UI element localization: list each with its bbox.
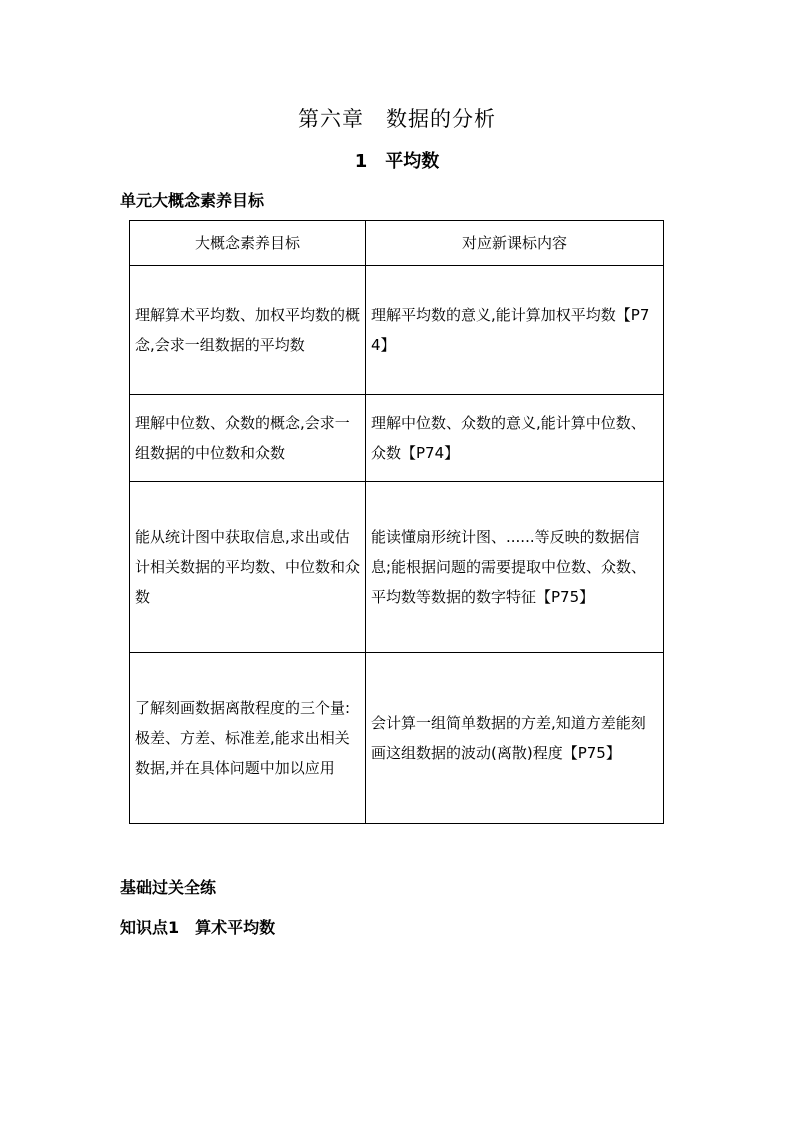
section-title: 1 平均数	[354, 151, 440, 172]
table-header-row	[130, 221, 664, 266]
standard-cell: 能读懂扇形统计图、......等反映的数据信息;能根据问题的需要提取中位数、众数、平均数等数据的数字特征【P75】	[366, 482, 664, 653]
table-row	[130, 653, 664, 824]
column-header-standard: 对应新课标内容	[366, 221, 664, 266]
table-row	[130, 482, 664, 653]
knowledge-point-heading: 知识点1 算术平均数	[120, 918, 276, 937]
standard-cell: 理解中位数、众数的意义,能计算中位数、众数【P74】	[366, 395, 664, 482]
practice-heading: 基础过关全练	[120, 878, 217, 897]
chapter-title: 第六章 数据的分析	[298, 107, 496, 131]
goal-cell: 了解刻画数据离散程度的三个量:极差、方差、标准差,能求出相关数据,并在具体问题中加以应用	[130, 653, 366, 824]
goal-cell: 理解中位数、众数的概念,会求一组数据的中位数和众数	[130, 395, 366, 482]
table-row	[130, 266, 664, 395]
unit-goals-heading: 单元大概念素养目标	[120, 191, 265, 210]
standard-cell: 会计算一组简单数据的方差,知道方差能刻画这组数据的波动(离散)程度【P75】	[366, 653, 664, 824]
goals-table	[129, 220, 664, 824]
standard-cell: 理解平均数的意义,能计算加权平均数【P74】	[366, 266, 664, 395]
column-header-goal: 大概念素养目标	[130, 221, 366, 266]
table-row	[130, 395, 664, 482]
goal-cell: 理解算术平均数、加权平均数的概念,会求一组数据的平均数	[130, 266, 366, 395]
goal-cell: 能从统计图中获取信息,求出或估计相关数据的平均数、中位数和众数	[130, 482, 366, 653]
